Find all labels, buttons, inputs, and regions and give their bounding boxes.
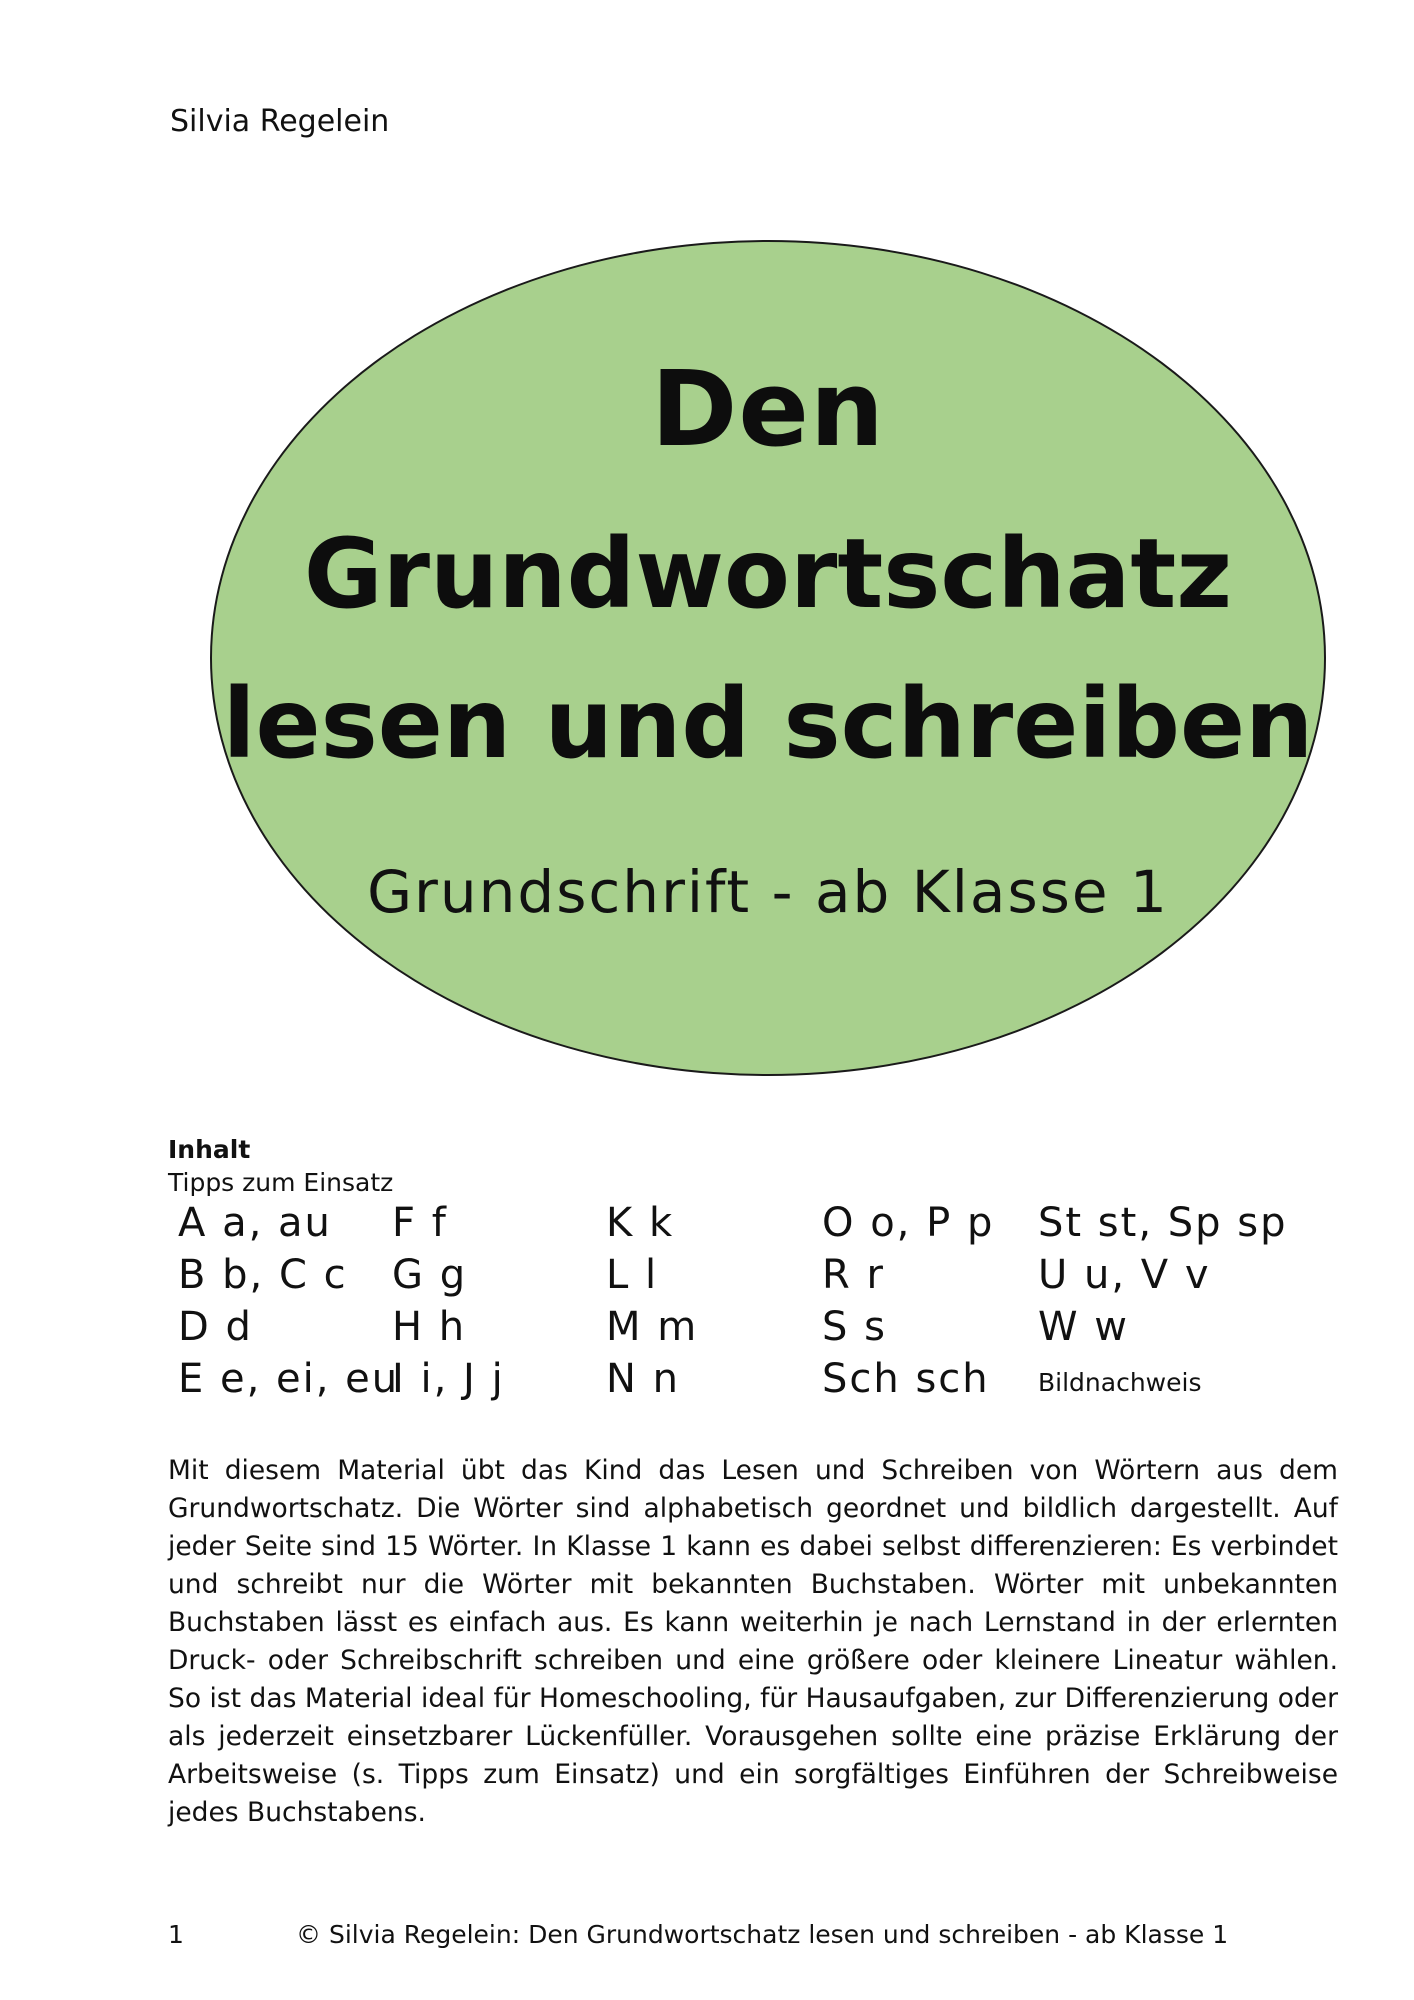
author-name: Silvia Regelein xyxy=(170,104,390,139)
contents-item: G g xyxy=(392,1252,468,1298)
contents-item: H h xyxy=(392,1304,467,1350)
contents-item: St st, Sp sp xyxy=(1038,1200,1288,1246)
footer-copyright: © Silvia Regelein: Den Grundwortschatz lesen und schreiben - ab Klasse 1 xyxy=(296,1920,1229,1949)
contents-item: W w xyxy=(1038,1304,1129,1350)
contents-item: S s xyxy=(822,1304,887,1350)
contents-item: L l xyxy=(606,1252,659,1298)
contents-item: M m xyxy=(606,1304,699,1350)
contents-item: N n xyxy=(606,1356,680,1402)
contents-item: Sch sch xyxy=(822,1356,990,1402)
contents-item: F f xyxy=(392,1200,448,1246)
contents-item: R r xyxy=(822,1252,885,1298)
title-line-1: Den xyxy=(651,348,885,470)
contents-item: D d xyxy=(178,1304,253,1350)
contents-tips-item: Tipps zum Einsatz xyxy=(168,1168,394,1197)
contents-item: O o, P p xyxy=(822,1200,995,1246)
title-line-2: Grundwortschatz xyxy=(303,518,1233,630)
contents-item: E e, ei, eu xyxy=(178,1356,400,1402)
contents-item-bildnachweis: Bildnachweis xyxy=(1038,1368,1202,1397)
page-number: 1 xyxy=(168,1920,184,1949)
title-line-3: lesen und schreiben xyxy=(222,668,1314,780)
contents-heading: Inhalt xyxy=(168,1135,251,1164)
contents-item: A a, au xyxy=(178,1200,332,1246)
description-paragraph: Mit diesem Material übt das Kind das Lesen und Schreiben von Wörtern aus dem Grundwortschatz. Die Wörter sind alphabetisch geordnet und bildlich dargestellt. Auf jeder Seite sind 15 Wörter. In Klasse 1 kann es dabei selbst differenzieren: Es verbindet und schreibt nur die Wörter mit bekannten Buchstaben. Wörter mit unbekannten Buchstaben lässt es einfach aus. Es kann weiterhin je nach Lernstand in der erlernten Druck- oder Schreibschrift schreiben und eine größere oder kleinere Lineatur wählen. So ist das Material ideal für Homeschooling, für Hausaufgaben, zur Differenzierung oder als jederzeit einsetzbarer Lückenfüller. Vorausgehen sollte eine präzise Erklärung der Arbeitsweise (s. Tipps zum Einsatz) und ein sorgfältiges Einführen der Schreibweise jedes Buchstabens. xyxy=(168,1455,1338,1828)
contents-item: U u, V v xyxy=(1038,1252,1211,1298)
subtitle: Grundschrift - ab Klasse 1 xyxy=(367,858,1169,926)
contents-item: K k xyxy=(606,1200,675,1246)
contents-item: B b, C c xyxy=(178,1252,348,1298)
contents-item: I i, J j xyxy=(392,1356,505,1402)
